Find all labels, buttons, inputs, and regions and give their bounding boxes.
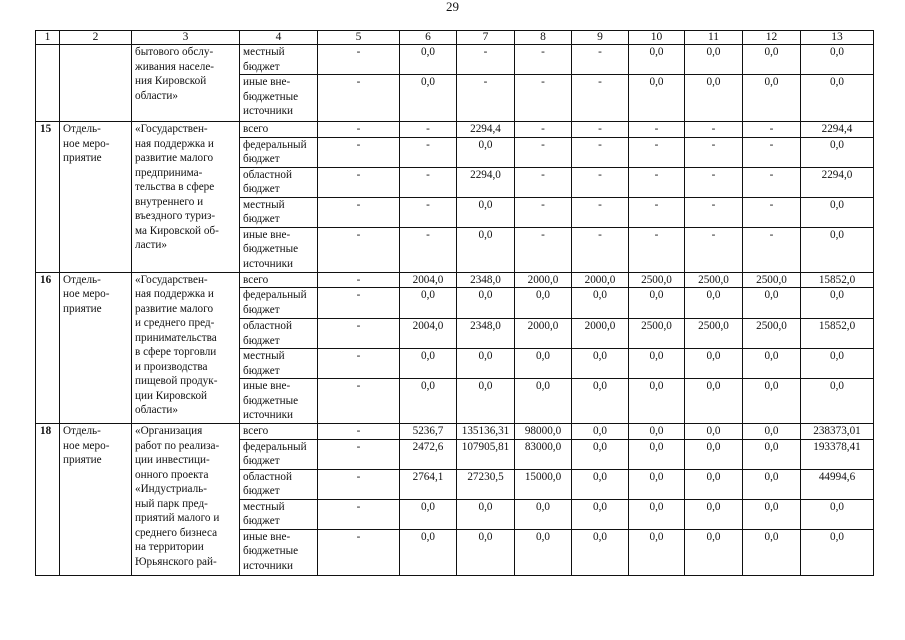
value-cell: 0,0 bbox=[629, 529, 685, 575]
value-cell: 0,0 bbox=[515, 499, 572, 529]
value-cell: 0,0 bbox=[685, 439, 743, 469]
value-cell: 2004,0 bbox=[400, 272, 457, 288]
value-cell: - bbox=[318, 197, 400, 227]
value-cell: - bbox=[400, 137, 457, 167]
value-cell: - bbox=[400, 227, 457, 272]
value-cell: 0,0 bbox=[629, 75, 685, 122]
funding-source: местный бюджет bbox=[240, 45, 318, 75]
value-cell: - bbox=[629, 227, 685, 272]
value-cell: 107905,81 bbox=[457, 439, 515, 469]
value-cell: 0,0 bbox=[572, 499, 629, 529]
value-cell: - bbox=[685, 197, 743, 227]
value-cell: 0,0 bbox=[743, 288, 801, 319]
value-cell: 2500,0 bbox=[685, 319, 743, 349]
value-cell: - bbox=[572, 45, 629, 75]
value-cell: 5236,7 bbox=[400, 424, 457, 440]
value-cell: 0,0 bbox=[572, 379, 629, 424]
funding-source: иные вне- бюджетные источники bbox=[240, 529, 318, 575]
value-cell: 2472,6 bbox=[400, 439, 457, 469]
value-cell: 238373,01 bbox=[801, 424, 874, 440]
value-cell: 0,0 bbox=[629, 288, 685, 319]
header-row bbox=[36, 31, 874, 45]
value-cell: 0,0 bbox=[685, 499, 743, 529]
value-cell: 2500,0 bbox=[743, 319, 801, 349]
measure-type bbox=[60, 45, 132, 122]
value-cell: 0,0 bbox=[400, 499, 457, 529]
funding-source: иные вне- бюджетные источники bbox=[240, 75, 318, 122]
value-cell: 0,0 bbox=[572, 439, 629, 469]
column-header: 4 bbox=[240, 31, 318, 45]
table-row bbox=[36, 424, 874, 440]
value-cell: - bbox=[400, 197, 457, 227]
value-cell: - bbox=[515, 75, 572, 122]
value-cell: 0,0 bbox=[685, 45, 743, 75]
measure-name: «Государствен- ная поддержка и развитие малого и среднего пред- принимательства в сфере торговли и производства пищевой продук- ции Кировской области» bbox=[132, 272, 240, 424]
funding-source: всего bbox=[240, 122, 318, 138]
value-cell: - bbox=[400, 122, 457, 138]
value-cell: 0,0 bbox=[572, 529, 629, 575]
value-cell: 2294,0 bbox=[457, 167, 515, 197]
value-cell: 2000,0 bbox=[515, 319, 572, 349]
column-header: 1 bbox=[36, 31, 60, 45]
funding-source: федеральный бюджет bbox=[240, 137, 318, 167]
value-cell: 0,0 bbox=[629, 349, 685, 379]
value-cell: - bbox=[318, 45, 400, 75]
value-cell: - bbox=[318, 379, 400, 424]
funding-source: местный бюджет bbox=[240, 499, 318, 529]
value-cell: 0,0 bbox=[629, 499, 685, 529]
value-cell: 0,0 bbox=[572, 424, 629, 440]
value-cell: - bbox=[572, 197, 629, 227]
value-cell: 27230,5 bbox=[457, 469, 515, 499]
value-cell: - bbox=[743, 227, 801, 272]
value-cell: 0,0 bbox=[801, 137, 874, 167]
value-cell: - bbox=[515, 122, 572, 138]
value-cell: - bbox=[515, 167, 572, 197]
table-row bbox=[36, 122, 874, 138]
value-cell: 0,0 bbox=[515, 349, 572, 379]
value-cell: 98000,0 bbox=[515, 424, 572, 440]
value-cell: 0,0 bbox=[629, 469, 685, 499]
value-cell: 0,0 bbox=[801, 349, 874, 379]
value-cell: 0,0 bbox=[743, 349, 801, 379]
table-row bbox=[36, 45, 874, 75]
value-cell: 2294,4 bbox=[801, 122, 874, 138]
value-cell: 0,0 bbox=[572, 288, 629, 319]
page-number: 29 bbox=[446, 0, 459, 14]
column-header: 5 bbox=[318, 31, 400, 45]
value-cell: 2294,0 bbox=[801, 167, 874, 197]
value-cell: - bbox=[318, 469, 400, 499]
value-cell: 2500,0 bbox=[629, 272, 685, 288]
value-cell: 2000,0 bbox=[515, 272, 572, 288]
value-cell: 0,0 bbox=[743, 499, 801, 529]
budget-table bbox=[35, 30, 874, 576]
value-cell: 15852,0 bbox=[801, 272, 874, 288]
value-cell: 0,0 bbox=[572, 469, 629, 499]
value-cell: - bbox=[743, 197, 801, 227]
table-body bbox=[36, 31, 874, 576]
value-cell: - bbox=[685, 227, 743, 272]
value-cell: 83000,0 bbox=[515, 439, 572, 469]
value-cell: 0,0 bbox=[629, 45, 685, 75]
value-cell: 0,0 bbox=[457, 197, 515, 227]
funding-source: иные вне- бюджетные источники bbox=[240, 379, 318, 424]
value-cell: - bbox=[515, 45, 572, 75]
value-cell: 0,0 bbox=[400, 529, 457, 575]
value-cell: 2000,0 bbox=[572, 319, 629, 349]
value-cell: - bbox=[743, 137, 801, 167]
value-cell: - bbox=[629, 122, 685, 138]
value-cell: - bbox=[318, 167, 400, 197]
value-cell: 0,0 bbox=[685, 529, 743, 575]
funding-source: федеральный бюджет bbox=[240, 288, 318, 319]
value-cell: - bbox=[572, 122, 629, 138]
funding-source: областной бюджет bbox=[240, 167, 318, 197]
value-cell: 0,0 bbox=[685, 75, 743, 122]
funding-source: иные вне- бюджетные источники bbox=[240, 227, 318, 272]
value-cell: 0,0 bbox=[515, 529, 572, 575]
column-header: 10 bbox=[629, 31, 685, 45]
value-cell: 0,0 bbox=[629, 379, 685, 424]
measure-type: Отдель- ное меро- приятие bbox=[60, 272, 132, 424]
value-cell: - bbox=[572, 167, 629, 197]
value-cell: 0,0 bbox=[801, 197, 874, 227]
value-cell: 0,0 bbox=[685, 379, 743, 424]
value-cell: 0,0 bbox=[400, 379, 457, 424]
funding-source: федеральный бюджет bbox=[240, 439, 318, 469]
value-cell: 0,0 bbox=[801, 227, 874, 272]
value-cell: 0,0 bbox=[572, 349, 629, 379]
value-cell: - bbox=[318, 288, 400, 319]
row-number: 18 bbox=[36, 424, 60, 576]
measure-name: «Государствен- ная поддержка и развитие малого предпринима- тельства в сфере внутреннего и въездного туриз- ма Кировской об- ласти» bbox=[132, 122, 240, 273]
row-number: 16 bbox=[36, 272, 60, 424]
value-cell: 0,0 bbox=[457, 288, 515, 319]
value-cell: 0,0 bbox=[400, 45, 457, 75]
value-cell: 0,0 bbox=[743, 469, 801, 499]
value-cell: 0,0 bbox=[457, 349, 515, 379]
value-cell: - bbox=[400, 167, 457, 197]
value-cell: - bbox=[318, 499, 400, 529]
value-cell: 0,0 bbox=[685, 469, 743, 499]
value-cell: - bbox=[318, 529, 400, 575]
funding-source: местный бюджет bbox=[240, 349, 318, 379]
value-cell: 2500,0 bbox=[743, 272, 801, 288]
value-cell: - bbox=[515, 137, 572, 167]
value-cell: 0,0 bbox=[400, 288, 457, 319]
value-cell: 0,0 bbox=[743, 529, 801, 575]
value-cell: - bbox=[318, 227, 400, 272]
value-cell: 0,0 bbox=[685, 349, 743, 379]
value-cell: 0,0 bbox=[743, 379, 801, 424]
funding-source: всего bbox=[240, 272, 318, 288]
value-cell: 2000,0 bbox=[572, 272, 629, 288]
value-cell: 0,0 bbox=[743, 424, 801, 440]
column-header: 11 bbox=[685, 31, 743, 45]
measure-type: Отдель- ное меро- приятие bbox=[60, 424, 132, 576]
value-cell: 0,0 bbox=[801, 379, 874, 424]
value-cell: 0,0 bbox=[801, 75, 874, 122]
value-cell: - bbox=[572, 227, 629, 272]
value-cell: 0,0 bbox=[457, 529, 515, 575]
value-cell: - bbox=[318, 272, 400, 288]
value-cell: - bbox=[318, 137, 400, 167]
value-cell: - bbox=[685, 137, 743, 167]
value-cell: - bbox=[629, 167, 685, 197]
column-header: 12 bbox=[743, 31, 801, 45]
value-cell: - bbox=[685, 167, 743, 197]
value-cell: 193378,41 bbox=[801, 439, 874, 469]
value-cell: 2500,0 bbox=[685, 272, 743, 288]
column-header: 9 bbox=[572, 31, 629, 45]
value-cell: 135136,31 bbox=[457, 424, 515, 440]
value-cell: - bbox=[318, 349, 400, 379]
value-cell: 0,0 bbox=[515, 379, 572, 424]
value-cell: 0,0 bbox=[629, 424, 685, 440]
value-cell: 0,0 bbox=[457, 227, 515, 272]
column-header: 3 bbox=[132, 31, 240, 45]
value-cell: 0,0 bbox=[457, 137, 515, 167]
value-cell: 2348,0 bbox=[457, 319, 515, 349]
column-header: 8 bbox=[515, 31, 572, 45]
value-cell: 15000,0 bbox=[515, 469, 572, 499]
column-header: 13 bbox=[801, 31, 874, 45]
value-cell: 44994,6 bbox=[801, 469, 874, 499]
value-cell: - bbox=[515, 197, 572, 227]
value-cell: - bbox=[457, 75, 515, 122]
value-cell: 0,0 bbox=[400, 75, 457, 122]
value-cell: 0,0 bbox=[801, 288, 874, 319]
value-cell: - bbox=[457, 45, 515, 75]
column-header: 7 bbox=[457, 31, 515, 45]
value-cell: 0,0 bbox=[743, 439, 801, 469]
value-cell: 0,0 bbox=[801, 45, 874, 75]
value-cell: - bbox=[629, 197, 685, 227]
value-cell: - bbox=[743, 167, 801, 197]
table-row bbox=[36, 272, 874, 288]
row-number bbox=[36, 45, 60, 122]
value-cell: - bbox=[685, 122, 743, 138]
value-cell: 0,0 bbox=[457, 379, 515, 424]
funding-source: всего bbox=[240, 424, 318, 440]
value-cell: - bbox=[318, 122, 400, 138]
value-cell: 0,0 bbox=[743, 75, 801, 122]
value-cell: - bbox=[318, 75, 400, 122]
value-cell: - bbox=[318, 439, 400, 469]
value-cell: - bbox=[572, 75, 629, 122]
measure-name: «Организация работ по реализа- ции инвестици- онного проекта «Индустриаль- ный парк пред- приятий малого и среднего бизнеса на территории Юрьянского рай- bbox=[132, 424, 240, 576]
row-number: 15 bbox=[36, 122, 60, 273]
value-cell: - bbox=[629, 137, 685, 167]
value-cell: 2500,0 bbox=[629, 319, 685, 349]
value-cell: 0,0 bbox=[801, 499, 874, 529]
funding-source: областной бюджет bbox=[240, 319, 318, 349]
value-cell: 0,0 bbox=[743, 45, 801, 75]
value-cell: 2294,4 bbox=[457, 122, 515, 138]
value-cell: 0,0 bbox=[685, 288, 743, 319]
funding-source: местный бюджет bbox=[240, 197, 318, 227]
value-cell: 0,0 bbox=[457, 499, 515, 529]
funding-source: областной бюджет bbox=[240, 469, 318, 499]
value-cell: - bbox=[515, 227, 572, 272]
value-cell: 2348,0 bbox=[457, 272, 515, 288]
measure-type: Отдель- ное меро- приятие bbox=[60, 122, 132, 273]
value-cell: 2004,0 bbox=[400, 319, 457, 349]
value-cell: 0,0 bbox=[801, 529, 874, 575]
value-cell: 0,0 bbox=[685, 424, 743, 440]
value-cell: 0,0 bbox=[400, 349, 457, 379]
measure-name: бытового обслу- живания населе- ния Кировской области» bbox=[132, 45, 240, 122]
value-cell: 2764,1 bbox=[400, 469, 457, 499]
value-cell: - bbox=[318, 319, 400, 349]
value-cell: 0,0 bbox=[629, 439, 685, 469]
column-header: 6 bbox=[400, 31, 457, 45]
value-cell: - bbox=[572, 137, 629, 167]
column-header: 2 bbox=[60, 31, 132, 45]
value-cell: 0,0 bbox=[515, 288, 572, 319]
value-cell: - bbox=[743, 122, 801, 138]
value-cell: 15852,0 bbox=[801, 319, 874, 349]
value-cell: - bbox=[318, 424, 400, 440]
